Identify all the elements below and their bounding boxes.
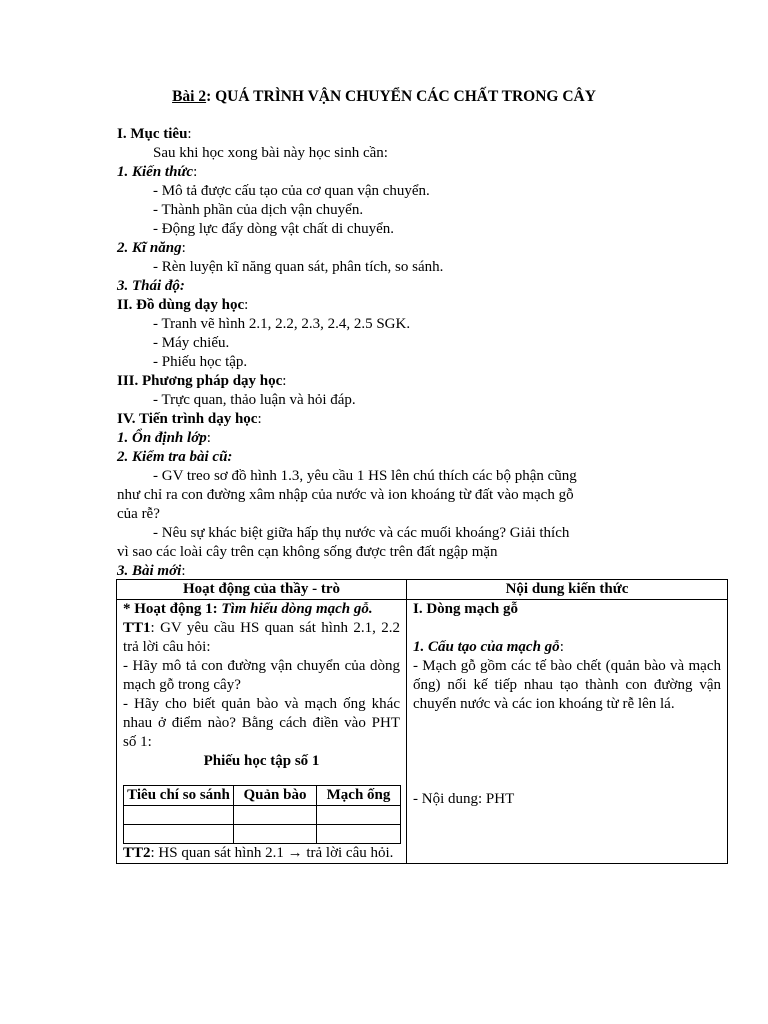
worksheet-title: Phiếu học tập số 1	[203, 753, 320, 769]
thai-do-heading: 3. Thái độ:	[117, 278, 185, 294]
kiem-tra-question-line: - Nêu sự khác biệt giữa hấp thụ nước và các muối khoáng? Giải thích	[153, 525, 570, 541]
worksheet-empty-row	[124, 825, 401, 844]
kien-thuc-item: - Thành phần của dịch vận chuyển.	[153, 202, 364, 218]
kiem-tra-question-line: như chỉ ra con đường xâm nhập của nước và ion khoáng từ đất vào mạch gỗ	[117, 487, 574, 503]
do-dung-heading: II. Đồ dùng dạy học:	[117, 297, 249, 313]
tien-trinh-heading: IV. Tiến trình dạy học:	[117, 411, 262, 427]
kien-thuc-item: - Động lực đẩy dòng vật chất di chuyển.	[153, 221, 394, 237]
content-section-heading: I. Dòng mạch gỗ	[413, 601, 519, 617]
do-dung-item: - Tranh vẽ hình 2.1, 2.2, 2.3, 2.4, 2.5 SGK.	[153, 316, 411, 332]
header-teacher-student-activities: Hoạt động của thầy - trò	[117, 580, 407, 600]
muc-tieu-heading: I. Mục tiêu:	[117, 126, 192, 142]
kiem-tra-heading: 2. Kiểm tra bài cũ:	[117, 449, 233, 465]
table-row	[117, 600, 728, 864]
worksheet-empty-cell	[317, 825, 401, 844]
activity-cell	[117, 600, 407, 864]
content-pht-note: - Nội dung: PHT	[413, 791, 515, 807]
worksheet-empty-cell	[124, 806, 234, 825]
worksheet-empty-cell	[317, 806, 401, 825]
worksheet-header: Tiêu chí so sánh	[124, 786, 234, 806]
worksheet-empty-cell	[124, 825, 234, 844]
do-dung-item: - Phiếu học tập.	[153, 354, 248, 370]
worksheet-table	[123, 785, 401, 844]
ki-nang-heading: 2. Kĩ năng:	[117, 240, 186, 256]
ki-nang-item: - Rèn luyện kĩ năng quan sát, phân tích, so sánh.	[153, 259, 444, 275]
bai-moi-heading: 3. Bài mới:	[117, 563, 186, 579]
worksheet-header-row	[124, 786, 401, 806]
worksheet-empty-cell	[234, 825, 317, 844]
lesson-number: Bài 2	[172, 88, 207, 105]
lesson-title	[0, 88, 768, 106]
phuong-phap-item: - Trực quan, thảo luận và hỏi đáp.	[153, 392, 356, 408]
lesson-activity-table	[116, 579, 728, 864]
content-cell	[407, 600, 728, 864]
muc-tieu-intro: Sau khi học xong bài này học sinh cần:	[153, 145, 388, 161]
on-dinh-heading: 1. Ổn định lớp:	[117, 430, 211, 446]
kiem-tra-question-line: vì sao các loài cây trên cạn không sống được trên đất ngập mặn	[117, 544, 498, 560]
activity-question: - Hãy cho biết quản bào và mạch ống khác nhau ở điểm nào? Bằng cách điền vào PHT số 1:	[123, 696, 400, 750]
tt1-paragraph: TT1: GV yêu cầu HS quan sát hình 2.1, 2.2 trả lời câu hỏi:	[123, 620, 400, 655]
kien-thuc-heading: 1. Kiến thức:	[117, 164, 198, 180]
kiem-tra-question-line: - GV treo sơ đồ hình 1.3, yêu cầu 1 HS lên chú thích các bộ phận cũng	[153, 468, 577, 484]
worksheet-header: Quản bào	[234, 786, 317, 806]
activity-1-heading: * Hoạt động 1: Tìm hiểu dòng mạch gỗ.	[123, 601, 373, 617]
kien-thuc-item: - Mô tả được cấu tạo của cơ quan vận chuyển.	[153, 183, 430, 199]
content-paragraph: - Mạch gỗ gồm các tế bào chết (quản bào và mạch ống) nối kế tiếp nhau tạo thành con đường vận chuyển nước và các ion khoáng từ rễ lên lá.	[413, 658, 721, 712]
phuong-phap-heading: III. Phương pháp dạy học:	[117, 373, 287, 389]
header-knowledge-content: Nội dung kiến thức	[407, 580, 728, 600]
worksheet-empty-row	[124, 806, 401, 825]
do-dung-item: - Máy chiếu.	[153, 335, 230, 351]
content-subheading: 1. Cấu tạo của mạch gỗ:	[413, 639, 564, 655]
tt2-paragraph: TT2: HS quan sát hình 2.1 → trả lời câu hỏi.	[123, 845, 394, 861]
table-header-row	[117, 580, 728, 600]
worksheet-header: Mạch ống	[317, 786, 401, 806]
kiem-tra-question-line: của rễ?	[117, 506, 160, 522]
activity-question: - Hãy mô tả con đường vận chuyển của dòng mạch gỗ trong cây?	[123, 658, 400, 693]
worksheet-empty-cell	[234, 806, 317, 825]
lesson-title-text: : QUÁ TRÌNH VẬN CHUYỂN CÁC CHẤT TRONG CÂY	[206, 88, 596, 105]
